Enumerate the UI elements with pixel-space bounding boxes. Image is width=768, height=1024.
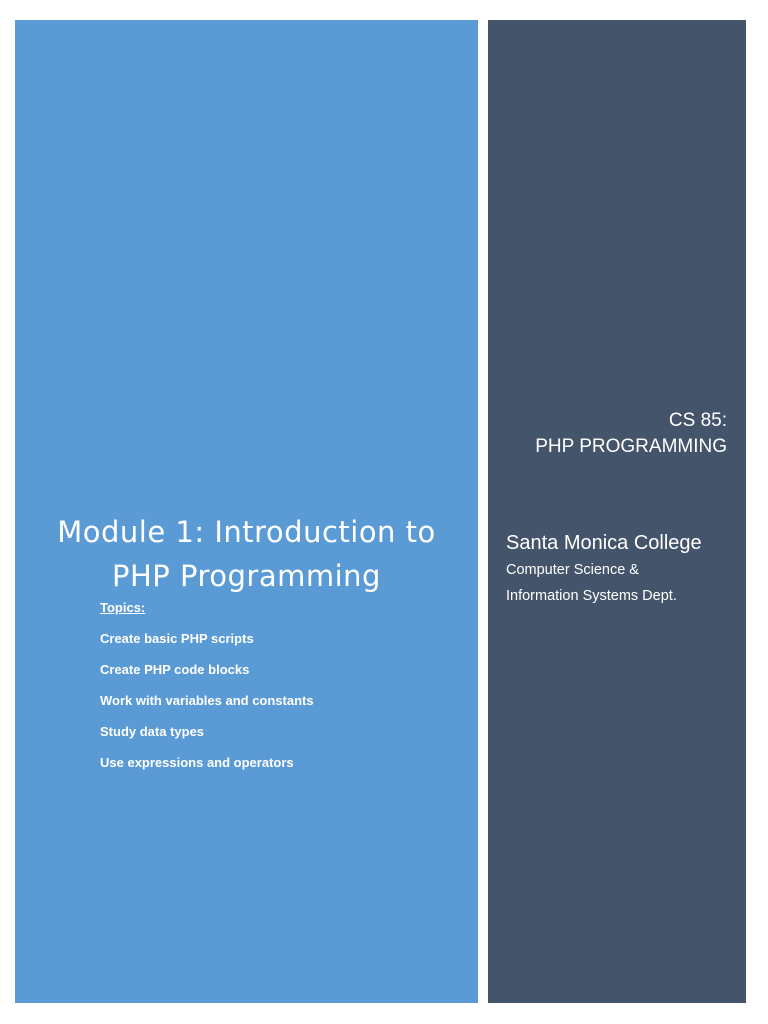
department-line2: Information Systems Dept. [506, 588, 677, 604]
module-title [15, 510, 478, 598]
course-name: PHP PROGRAMMING [535, 436, 727, 457]
department [506, 557, 702, 609]
right-cover-panel [488, 20, 746, 1003]
topic-item: Use expressions and operators [100, 755, 294, 770]
course-title [535, 408, 727, 460]
left-cover-panel [15, 20, 478, 1003]
department-line1: Computer Science & [506, 562, 639, 578]
topic-item: Study data types [100, 724, 205, 739]
topic-item: Create PHP code blocks [100, 662, 250, 677]
course-code: CS 85: [668, 410, 727, 431]
topic-item: Work with variables and constants [100, 693, 314, 708]
module-title-line1: Module 1: Introduction to [57, 515, 436, 549]
topic-item: Create basic PHP scripts [100, 631, 254, 646]
module-title-line2: PHP Programming [112, 559, 381, 593]
college-name: Santa Monica College [506, 532, 702, 554]
topics-heading: Topics: [100, 600, 146, 615]
topics-list [100, 599, 314, 785]
college-info [506, 529, 702, 609]
